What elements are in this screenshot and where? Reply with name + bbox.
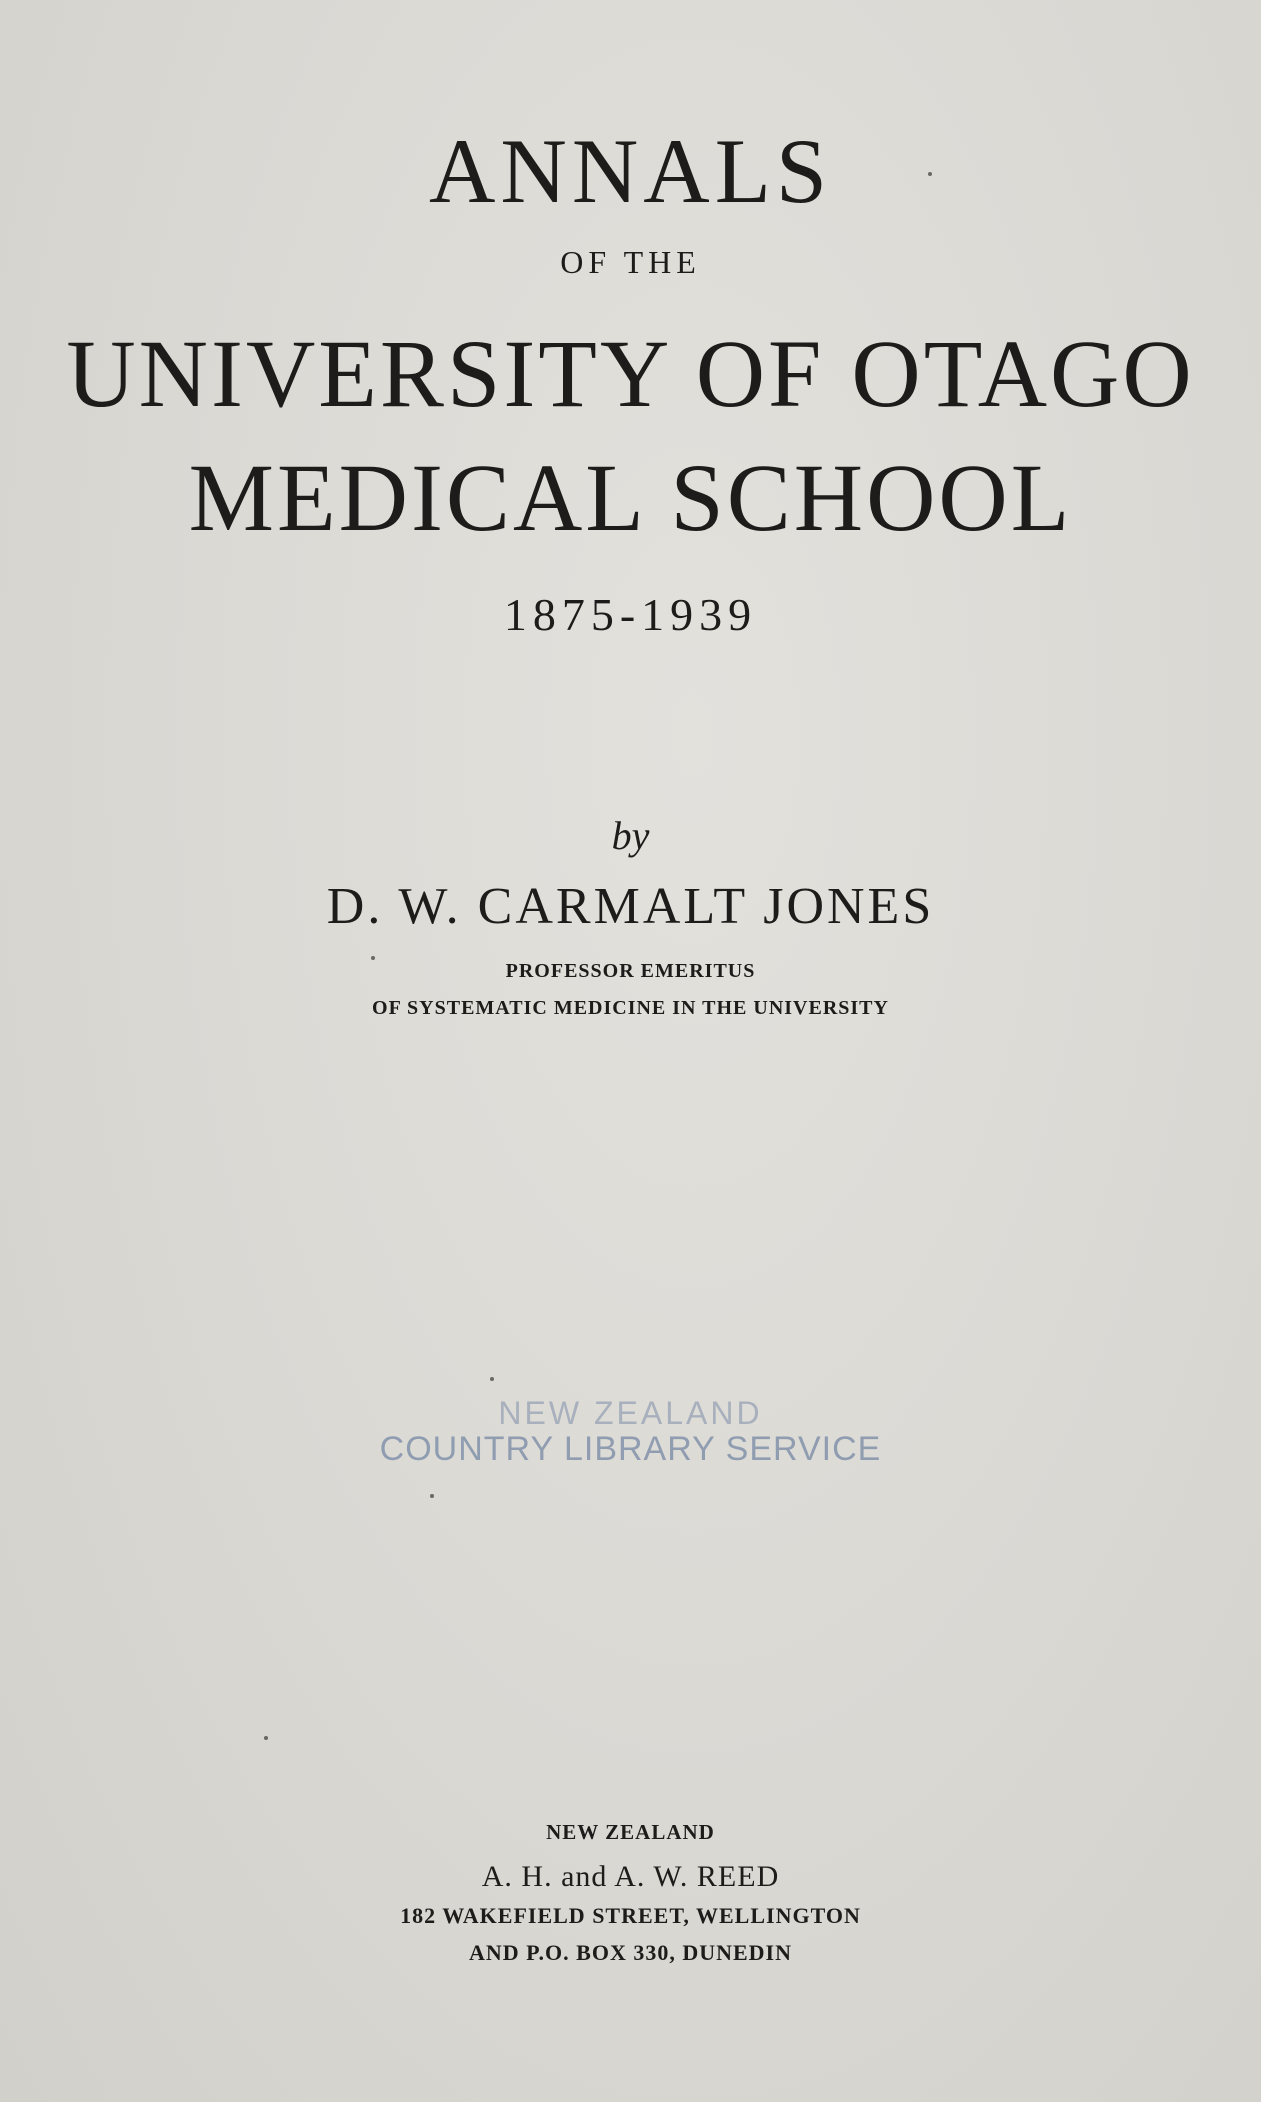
author-role-line-1: PROFESSOR EMERITUS <box>505 960 756 982</box>
paper-speck <box>430 1494 434 1498</box>
library-stamp-line-2: COUNTRY LIBRARY SERVICE <box>379 1430 882 1468</box>
publisher-name: A. H. and A. W. REED <box>481 1860 780 1893</box>
author-name: D. W. CARMALT JONES <box>326 878 935 935</box>
book-title-of-the: OF THE <box>560 244 701 280</box>
paper-speck <box>490 1377 494 1381</box>
publisher-address-1: 182 WAKEFIELD STREET, WELLINGTON <box>400 1903 861 1928</box>
book-title-medical-school: MEDICAL SCHOOL <box>188 444 1073 551</box>
paper-speck <box>928 172 932 176</box>
paper-speck <box>371 956 375 960</box>
book-dates: 1875-1939 <box>503 589 758 640</box>
by-label: by <box>611 813 650 858</box>
publisher-address-2: AND P.O. BOX 330, DUNEDIN <box>468 1940 793 1965</box>
paper-speck <box>264 1736 268 1740</box>
author-role-line-2: OF SYSTEMATIC MEDICINE IN THE UNIVERSITY <box>372 997 889 1019</box>
library-stamp-line-1: NEW ZEALAND <box>498 1395 763 1431</box>
publisher-country: NEW ZEALAND <box>546 1820 715 1844</box>
book-title-annals: ANNALS <box>428 120 833 222</box>
book-title-university: UNIVERSITY OF OTAGO <box>66 320 1195 427</box>
